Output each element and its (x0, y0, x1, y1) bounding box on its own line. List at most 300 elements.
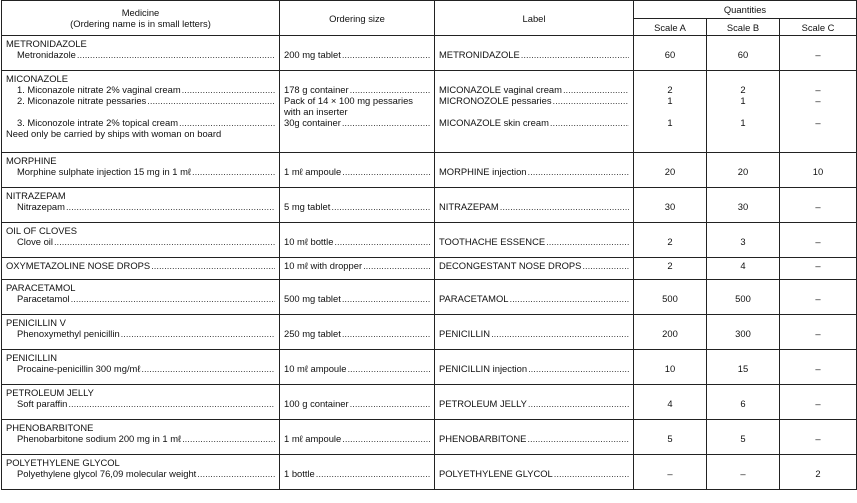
leader-dots (66, 201, 275, 212)
ordering-size: Pack of 14 × 100 mg pessaries with an inserter (284, 95, 413, 117)
label-text: MICONAZOLE skin cream (439, 117, 549, 128)
ordering-name: Morphine sulphate injection 15 mg in 1 mℓ (17, 166, 191, 177)
quantity-value: 60 (737, 49, 749, 60)
label-text: MICONAZOLE vaginal cream (439, 84, 562, 95)
label-line (439, 117, 629, 128)
table-row (2, 71, 857, 153)
leader-dots (147, 95, 275, 106)
label-line (439, 398, 629, 409)
ordering-size-line (284, 117, 430, 128)
ordering-size-line (284, 95, 430, 117)
ordering-size-line (284, 236, 430, 247)
ordering-size-line (284, 433, 430, 444)
ordering-name: Phenobarbitone sodium 200 mg in 1 mℓ (17, 433, 182, 444)
spacer (439, 106, 629, 117)
ordering-name: Clove oil (17, 236, 53, 247)
leader-dots (528, 398, 629, 409)
ordering-name-line (6, 260, 275, 271)
quantity-value: 5 (740, 433, 746, 444)
spacer (439, 422, 629, 433)
ordering-size-line (284, 363, 430, 374)
ordering-name-line (6, 166, 275, 177)
scale-a-cell (634, 223, 707, 258)
scale-b-cell (707, 280, 780, 315)
spacer (439, 352, 629, 363)
spacer (284, 387, 430, 398)
ordering-size: 178 g container (284, 84, 349, 95)
ordering-size-line (284, 201, 430, 212)
label-line (439, 49, 629, 60)
size-cell (280, 36, 435, 71)
medicine-cell (2, 280, 280, 315)
scale-c-cell (780, 153, 857, 188)
scale-b-cell (707, 455, 780, 490)
medicine-group-name: PENICILLIN V (6, 317, 66, 328)
quantity-value: 3 (740, 236, 746, 247)
leader-dots (563, 84, 629, 95)
label-cell (435, 223, 634, 258)
leader-dots (342, 433, 430, 444)
ordering-size-line (284, 328, 430, 339)
quantity-value: 20 (664, 166, 676, 177)
quantity-value: 20 (737, 166, 749, 177)
label-line (439, 260, 629, 271)
leader-dots (71, 293, 275, 304)
scale-a-cell (634, 455, 707, 490)
size-cell (280, 188, 435, 223)
spacer (284, 282, 430, 293)
table-row (2, 385, 857, 420)
ordering-size: 10 mℓ ampoule (284, 363, 347, 374)
scale-c-cell (780, 280, 857, 315)
label-line (439, 293, 629, 304)
ordering-name-line (6, 398, 275, 409)
spacer (284, 352, 430, 363)
label-line (439, 363, 629, 374)
leader-dots (316, 468, 430, 479)
label-line (439, 95, 629, 106)
scale-c-cell (780, 258, 857, 280)
ordering-name: Soft paraffin (17, 398, 68, 409)
quantity-value: – (815, 433, 821, 444)
label-header: Label (435, 1, 634, 36)
quantity-value: 60 (664, 49, 676, 60)
scale-b-cell (707, 188, 780, 223)
scale-a-cell (634, 153, 707, 188)
quantity-value: 2 (667, 84, 673, 95)
scale-a-cell (634, 385, 707, 420)
ordering-size: 30g container (284, 117, 341, 128)
label-text: NITRAZEPAM (439, 201, 499, 212)
leader-dots (151, 260, 275, 271)
quantity-value: – (815, 49, 821, 60)
quantity-value: 2 (667, 236, 673, 247)
label-line (439, 166, 629, 177)
scale-a-cell (634, 280, 707, 315)
scale-b-header: Scale B (707, 19, 780, 36)
medicine-group-name: PENICILLIN (6, 352, 58, 363)
medicine-table (1, 0, 857, 490)
scale-c-cell (780, 36, 857, 71)
leader-dots (553, 95, 629, 106)
spacer (284, 317, 430, 328)
quantity-value: – (667, 468, 673, 479)
ordering-name: Metronidazole (17, 49, 76, 60)
leader-dots (528, 363, 629, 374)
ordering-name-line (6, 293, 275, 304)
ordering-name: 3. Miconozole intrate 2% topical cream (17, 117, 179, 128)
label-text: POLYETHYLENE GLYCOL (439, 468, 553, 479)
label-text: PHENOBARBITONE (439, 433, 527, 444)
medicine-header-line2: (Ordering name is in small letters) (70, 18, 211, 29)
ordering-size: 1 mℓ ampoule (284, 433, 342, 444)
quantity-value: – (815, 117, 821, 128)
spacer (284, 190, 430, 201)
spacer (439, 457, 629, 468)
scale-b-cell (707, 153, 780, 188)
medicine-note: Need only be carried by ships with woman on board (6, 128, 222, 139)
quantities-header: Quantities (634, 1, 857, 19)
ordering-name-line (6, 201, 275, 212)
size-cell (280, 420, 435, 455)
scale-a-cell (634, 258, 707, 280)
quantity-value: 10 (664, 363, 676, 374)
spacer (439, 155, 629, 166)
label-cell (435, 385, 634, 420)
spacer (780, 106, 856, 117)
medicine-group-name: PARACETAMOL (6, 282, 76, 293)
label-cell (435, 36, 634, 71)
ordering-name-line (6, 468, 275, 479)
table-row (2, 280, 857, 315)
ordering-name: Paracetamol (17, 293, 70, 304)
leader-dots (342, 166, 430, 177)
quantity-value: 30 (664, 201, 676, 212)
quantity-value: – (815, 398, 821, 409)
spacer (284, 38, 430, 49)
scale-c-cell (780, 420, 857, 455)
label-cell (435, 315, 634, 350)
quantity-value: 5 (667, 433, 673, 444)
leader-dots (141, 363, 275, 374)
leader-dots (342, 117, 430, 128)
leader-dots (77, 49, 275, 60)
size-cell (280, 385, 435, 420)
spacer (439, 387, 629, 398)
ordering-size-line (284, 166, 430, 177)
leader-dots (68, 398, 275, 409)
medicine-cell (2, 258, 280, 280)
size-cell (280, 350, 435, 385)
leader-dots (54, 236, 275, 247)
spacer (6, 106, 275, 117)
label-line (439, 201, 629, 212)
table-row (2, 258, 857, 280)
quantity-value: 1 (667, 95, 673, 106)
scale-c-cell (780, 223, 857, 258)
scale-a-cell (634, 71, 707, 153)
leader-dots (546, 236, 629, 247)
leader-dots (350, 398, 430, 409)
leader-dots (350, 84, 430, 95)
medicine-cell (2, 420, 280, 455)
label-text: TOOTHACHE ESSENCE (439, 236, 546, 247)
size-header: Ordering size (280, 1, 435, 36)
label-cell (435, 420, 634, 455)
medicine-cell (2, 315, 280, 350)
quantity-value: 4 (667, 398, 673, 409)
leader-dots (192, 166, 275, 177)
quantity-value: 1 (667, 117, 673, 128)
size-cell (280, 71, 435, 153)
spacer (634, 106, 706, 117)
size-cell (280, 153, 435, 188)
leader-dots (582, 260, 629, 271)
ordering-name-line (6, 117, 275, 128)
spacer (284, 155, 430, 166)
ordering-name-line (6, 328, 275, 339)
quantity-value: – (815, 363, 821, 374)
scale-a-header: Scale A (634, 19, 707, 36)
quantity-value: – (815, 328, 821, 339)
spacer (439, 225, 629, 236)
table-row (2, 420, 857, 455)
leader-dots (334, 236, 430, 247)
label-line (439, 468, 629, 479)
label-line (439, 433, 629, 444)
spacer (439, 38, 629, 49)
ordering-name: Procaine-penicillin 300 mg/mℓ (17, 363, 141, 374)
scale-a-cell (634, 350, 707, 385)
medicine-cell (2, 188, 280, 223)
label-line (439, 236, 629, 247)
spacer (284, 73, 430, 84)
quantity-value: 1 (740, 95, 746, 106)
quantity-value: 200 (662, 328, 678, 339)
quantity-value: – (815, 293, 821, 304)
scale-b-cell (707, 36, 780, 71)
ordering-name-line (6, 84, 275, 95)
ordering-size: 1 mℓ ampoule (284, 166, 342, 177)
ordering-name: 1. Miconazole nitrate 2% vaginal cream (17, 84, 181, 95)
medicine-group-name: NITRAZEPAM (6, 190, 66, 201)
ordering-name-line (6, 236, 275, 247)
ordering-name-line (6, 363, 275, 374)
leader-dots (121, 328, 275, 339)
medicine-group-name: PETROLEUM JELLY (6, 387, 94, 398)
medicine-group-name: OIL OF CLOVES (6, 225, 78, 236)
medicine-group-name: MICONAZOLE (6, 73, 68, 84)
quantity-value: – (815, 95, 821, 106)
ordering-size-line (284, 260, 430, 271)
ordering-name-line (6, 49, 275, 60)
spacer (439, 190, 629, 201)
table-row (2, 350, 857, 385)
quantity-value: 1 (740, 117, 746, 128)
medicine-cell (2, 455, 280, 490)
scale-c-cell (780, 350, 857, 385)
ordering-size: 100 g container (284, 398, 349, 409)
leader-dots (342, 293, 430, 304)
ordering-size-line (284, 293, 430, 304)
label-text: MICRONOZOLE pessaries (439, 95, 552, 106)
label-cell (435, 350, 634, 385)
spacer (284, 225, 430, 236)
label-cell (435, 258, 634, 280)
table-body (2, 36, 857, 490)
quantity-value: 2 (667, 260, 673, 271)
ordering-size-line (284, 398, 430, 409)
leader-dots (527, 433, 629, 444)
spacer (439, 73, 629, 84)
label-cell (435, 280, 634, 315)
quantity-value: – (815, 236, 821, 247)
scale-b-cell (707, 223, 780, 258)
label-cell (435, 153, 634, 188)
medicine-cell (2, 153, 280, 188)
table-row (2, 36, 857, 71)
leader-dots (182, 84, 275, 95)
quantity-value: 300 (735, 328, 751, 339)
label-text: PENICILLIN injection (439, 363, 528, 374)
size-cell (280, 280, 435, 315)
quantity-value: 10 (812, 166, 824, 177)
leader-dots (491, 328, 629, 339)
ordering-name: 2. Miconazole nitrate pessaries (17, 95, 147, 106)
table-row (2, 223, 857, 258)
leader-dots (521, 49, 629, 60)
label-text: PARACETAMOL (439, 293, 509, 304)
label-text: PENICILLIN (439, 328, 491, 339)
leader-dots (363, 260, 430, 271)
medicine-cell (2, 385, 280, 420)
scale-c-header: Scale C (780, 19, 857, 36)
size-cell (280, 315, 435, 350)
leader-dots (500, 201, 629, 212)
size-cell (280, 223, 435, 258)
scale-a-cell (634, 36, 707, 71)
ordering-name: Nitrazepam (17, 201, 65, 212)
ordering-size: 5 mg tablet (284, 201, 331, 212)
ordering-size: 500 mg tablet (284, 293, 341, 304)
ordering-size-line (284, 468, 430, 479)
spacer (284, 422, 430, 433)
quantity-value: 2 (740, 84, 746, 95)
medicine-group-name: PHENOBARBITONE (6, 422, 94, 433)
table-row (2, 315, 857, 350)
ordering-size: 200 mg tablet (284, 49, 341, 60)
leader-dots (197, 468, 275, 479)
scale-b-cell (707, 420, 780, 455)
scale-c-cell (780, 71, 857, 153)
spacer (284, 457, 430, 468)
medicine-cell (2, 36, 280, 71)
ordering-size: 1 bottle (284, 468, 315, 479)
ordering-name-line (6, 433, 275, 444)
scale-c-cell (780, 188, 857, 223)
ordering-size-line (284, 49, 430, 60)
scale-c-cell (780, 385, 857, 420)
label-text: PETROLEUM JELLY (439, 398, 527, 409)
ordering-size: 10 mℓ bottle (284, 236, 334, 247)
table-row (2, 455, 857, 490)
medicine-group-name: METRONIDAZOLE (6, 38, 87, 49)
label-text: MORPHINE injection (439, 166, 527, 177)
quantity-value: 2 (815, 468, 821, 479)
quantity-value: – (740, 468, 746, 479)
ordering-name: Polyethylene glycol 76,09 molecular weight (17, 468, 197, 479)
table-row (2, 188, 857, 223)
quantity-value: 500 (735, 293, 751, 304)
scale-b-cell (707, 385, 780, 420)
quantity-value: 4 (740, 260, 746, 271)
quantity-value: 6 (740, 398, 746, 409)
medicine-group-name: POLYETHYLENE GLYCOL (6, 457, 120, 468)
ordering-name-line (6, 95, 275, 106)
scale-a-cell (634, 188, 707, 223)
ordering-size-line (284, 84, 430, 95)
medicine-group-name: MORPHINE (6, 155, 57, 166)
label-cell (435, 188, 634, 223)
scale-b-cell (707, 71, 780, 153)
medicine-cell (2, 350, 280, 385)
leader-dots (509, 293, 629, 304)
spacer (439, 317, 629, 328)
quantity-value: – (815, 84, 821, 95)
size-cell (280, 258, 435, 280)
scale-a-cell (634, 315, 707, 350)
leader-dots (554, 468, 629, 479)
scale-c-cell (780, 455, 857, 490)
spacer (707, 106, 779, 117)
scale-b-cell (707, 350, 780, 385)
quantity-value: 500 (662, 293, 678, 304)
ordering-name: OXYMETAZOLINE NOSE DROPS (6, 260, 151, 271)
ordering-name: Phenoxymethyl penicillin (17, 328, 120, 339)
scale-b-cell (707, 258, 780, 280)
label-line (439, 328, 629, 339)
leader-dots (342, 328, 430, 339)
ordering-size: 10 mℓ with dropper (284, 260, 363, 271)
leader-dots (528, 166, 629, 177)
label-cell (435, 455, 634, 490)
leader-dots (182, 433, 275, 444)
table-row (2, 153, 857, 188)
medicine-header-line1: Medicine (121, 7, 160, 18)
medicine-cell (2, 71, 280, 153)
spacer (439, 282, 629, 293)
quantity-value: – (815, 260, 821, 271)
quantity-value: – (815, 201, 821, 212)
scale-c-cell (780, 315, 857, 350)
size-cell (280, 455, 435, 490)
quantity-value: 30 (737, 201, 749, 212)
label-text: DECONGESTANT NOSE DROPS (439, 260, 582, 271)
leader-dots (331, 201, 430, 212)
medicine-cell (2, 223, 280, 258)
label-text: METRONIDAZOLE (439, 49, 520, 60)
ordering-size: 250 mg tablet (284, 328, 341, 339)
scale-b-cell (707, 315, 780, 350)
label-cell (435, 71, 634, 153)
leader-dots (179, 117, 275, 128)
leader-dots (342, 49, 430, 60)
leader-dots (550, 117, 629, 128)
quantity-value: 15 (737, 363, 749, 374)
leader-dots (347, 363, 430, 374)
scale-a-cell (634, 420, 707, 455)
medicine-header (2, 1, 280, 36)
